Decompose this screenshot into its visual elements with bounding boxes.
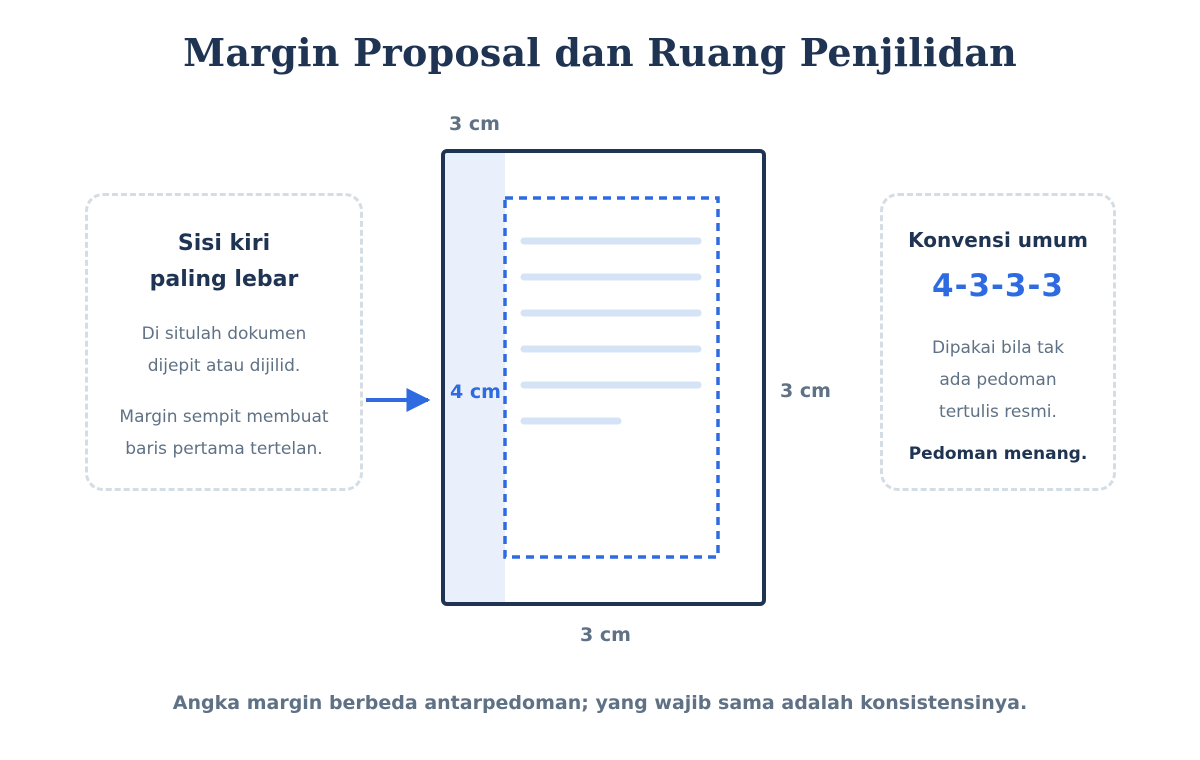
binding-reason-line-2: dijepit atau dijilid. <box>147 356 301 376</box>
right-margin-label: 3 cm <box>780 380 831 402</box>
binding-heading-line-1: Sisi kiri <box>177 231 271 256</box>
convention-desc-line-2: ada pedoman <box>939 370 1057 390</box>
convention-desc-line-1: Dipakai bila tak <box>931 338 1065 358</box>
left-margin-label: 4 cm <box>450 381 501 403</box>
top-margin-label: 3 cm <box>449 113 500 135</box>
convention-heading: Konvensi umum <box>908 228 1088 252</box>
narrow-margin-line-2: baris pertama tertelan. <box>125 439 323 459</box>
footer-note: Angka margin berbeda antarpedoman; yang wajib sama adalah konsistensinya. <box>172 692 1028 714</box>
narrow-margin-line-1: Margin sempit membuat <box>119 407 329 427</box>
convention-desc-line-3: tertulis resmi. <box>939 402 1057 422</box>
page-title: Margin Proposal dan Ruang Penjilidan <box>183 30 1017 75</box>
convention-footer: Pedoman menang. <box>908 444 1088 464</box>
binding-heading-line-2: paling lebar <box>149 267 299 292</box>
binding-strip <box>445 153 505 602</box>
binding-reason-line-1: Di situlah dokumen <box>141 324 307 344</box>
bottom-margin-label: 3 cm <box>580 624 631 646</box>
convention-value: 4-3-3-3 <box>932 268 1064 304</box>
